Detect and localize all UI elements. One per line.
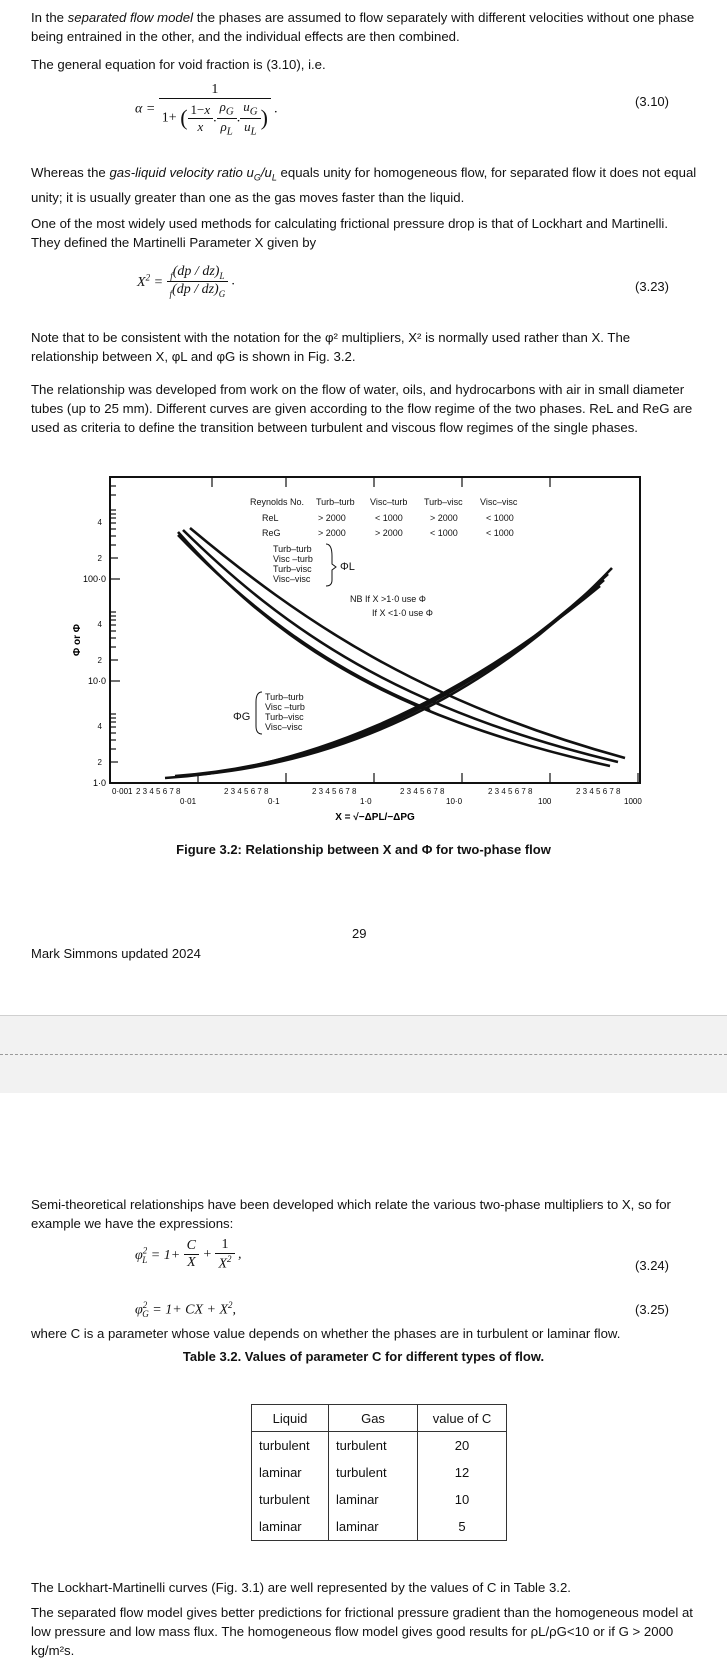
equation-number-3-25: (3.25) — [635, 1302, 669, 1317]
svg-text:Turb–visc: Turb–visc — [265, 712, 304, 722]
table-cell: turbulent — [329, 1432, 418, 1460]
svg-text:2 3 4 5 6 7 8: 2 3 4 5 6 7 8 — [224, 787, 269, 796]
svg-text:2 3 4 5 6 7 8: 2 3 4 5 6 7 8 — [136, 787, 181, 796]
y-axis-label: Φ or Φ — [72, 624, 83, 656]
x-tick-10: 1·0 — [360, 797, 372, 806]
equation-3-10: α = 1 1+ ( $\frac{1-x}{x}$ . $\frac{\rho_G}{\rho_L}$ . $\frac{u_G}{u_L}$ ) . — [135, 82, 278, 138]
y-tick-1: 1·0 — [92, 778, 106, 788]
svg-text:Visc–visc: Visc–visc — [273, 574, 311, 584]
svg-text:If X <1·0 use Φ: If X <1·0 use Φ — [372, 608, 433, 618]
svg-text:2 3 4 5 6 7 8: 2 3 4 5 6 7 8 — [576, 787, 621, 796]
svg-text:ReG: ReG — [262, 528, 281, 538]
svg-text:> 2000: > 2000 — [318, 528, 346, 538]
note-paragraph: Note that to be consistent with the notation for the φ² multipliers, X² is normally used rather than X. The relationship between X, φL and φG is shown in Fig. 3.2. — [31, 330, 631, 364]
svg-text:Turb–turb: Turb–turb — [273, 544, 312, 554]
svg-text:< 1000: < 1000 — [430, 528, 458, 538]
svg-text:2 3 4 5 6 7 8: 2 3 4 5 6 7 8 — [400, 787, 445, 796]
figure-note — [350, 594, 433, 618]
equation-3-25: $\varphi^2_G = 1+$ CX + $X^2$, — [135, 1300, 237, 1320]
x-tick-01: 0·1 — [268, 797, 280, 806]
svg-text:> 2000: > 2000 — [375, 528, 403, 538]
svg-text:ReL: ReL — [262, 513, 279, 523]
table-cell: 12 — [418, 1459, 507, 1486]
svg-text:< 1000: < 1000 — [486, 513, 514, 523]
equation-3-24: $\varphi^2_L = 1+$ $\frac{C}{X}$ + $\frac{1}{X^2}$ , — [135, 1237, 242, 1272]
svg-text:Visc–visc: Visc–visc — [480, 497, 518, 507]
y-tick-100: 100·0 — [82, 574, 106, 584]
lockhart-martinelli-paragraph: One of the most widely used methods for calculating frictional pressure drop is that of Lockhart and Martinelli. They defined the Martinelli Parameter X given by — [31, 216, 668, 250]
x-tick-0001: 0·001 — [112, 787, 133, 796]
svg-text:NB If X >1·0 use Φ: NB If X >1·0 use Φ — [350, 594, 426, 604]
legend-brace-g — [256, 692, 262, 734]
void-fraction-paragraph: The general equation for void fraction is (3.10), i.e. — [31, 57, 326, 72]
equation-number-3-23: (3.23) — [635, 279, 669, 294]
table-cell: 5 — [418, 1513, 507, 1541]
page-footer: Mark Simmons updated 2024 — [31, 946, 201, 961]
table-row — [252, 1459, 507, 1486]
table-cell: laminar — [329, 1513, 418, 1541]
table-cell: turbulent — [252, 1432, 329, 1460]
svg-text:2: 2 — [97, 554, 102, 563]
svg-text:Reynolds No.: Reynolds No. — [250, 497, 305, 507]
svg-text:Visc –turb: Visc –turb — [273, 554, 313, 564]
phi-l-curves — [178, 528, 625, 766]
svg-text:2 3 4 5 6 7 8: 2 3 4 5 6 7 8 — [312, 787, 357, 796]
svg-text:4: 4 — [97, 620, 102, 629]
table-cell: laminar — [329, 1486, 418, 1513]
page-break-line — [0, 1054, 727, 1055]
x-axis-label: X = √−ΔPL/−ΔPG — [335, 812, 415, 823]
table-row — [252, 1432, 507, 1460]
page-number: 29 — [352, 926, 367, 941]
table-header-row — [252, 1405, 507, 1432]
table-cell: 10 — [418, 1486, 507, 1513]
table-caption: Table 3.2. Values of parameter C for different types of flow. — [182, 1349, 545, 1364]
page-2 — [0, 1093, 727, 1663]
table-cell: turbulent — [329, 1459, 418, 1486]
figure-caption: Figure 3.2: Relationship between X and Φ for two-phase flow — [176, 842, 551, 857]
table-header: value of C — [418, 1405, 507, 1432]
table-header: Liquid — [252, 1405, 329, 1432]
table-row — [252, 1486, 507, 1513]
phi-l-curve-labels — [273, 544, 355, 584]
svg-text:Visc –turb: Visc –turb — [265, 702, 305, 712]
x-tick-1000: 100 — [538, 797, 552, 806]
phi-g-curve-labels — [233, 692, 305, 732]
x-axis-minor-labels — [136, 787, 621, 796]
svg-text:> 2000: > 2000 — [318, 513, 346, 523]
y-axis-minor-labels — [98, 518, 103, 767]
table-cell: 20 — [418, 1432, 507, 1460]
y-axis-ticks — [110, 477, 120, 783]
svg-text:4: 4 — [97, 518, 102, 527]
table-row — [252, 1513, 507, 1541]
svg-text:2: 2 — [97, 758, 102, 767]
development-paragraph: The relationship was developed from work on the flow of water, oils, and hydrocarbons with air in small diameter tubes (up to 25 mm). Different curves are given according to the flow regime of the two phases. ReL and ReG are used as criteria to define the transition between turbulent and viscous flow regimes of the single phases. — [31, 382, 693, 435]
svg-text:2: 2 — [97, 656, 102, 665]
svg-text:Visc–visc: Visc–visc — [265, 722, 303, 732]
lockhart-martinelli-figure — [0, 470, 727, 830]
legend-brace — [326, 544, 336, 586]
x-tick-10000: 1000 — [624, 797, 642, 806]
figure-legend — [250, 497, 518, 538]
svg-text:> 2000: > 2000 — [430, 513, 458, 523]
svg-text:< 1000: < 1000 — [375, 513, 403, 523]
svg-text:4: 4 — [97, 722, 102, 731]
svg-text:ΦL: ΦL — [340, 561, 355, 573]
page-separator — [0, 1015, 727, 1095]
svg-text:Turb–turb: Turb–turb — [316, 497, 355, 507]
curves-paragraph: The Lockhart-Martinelli curves (Fig. 3.1) are well represented by the values of C in Table 3.2. — [31, 1580, 571, 1595]
table-cell: laminar — [252, 1513, 329, 1541]
svg-text:Turb–visc: Turb–visc — [424, 497, 463, 507]
table-header: Gas — [329, 1405, 418, 1432]
x-tick-001: 0·01 — [180, 797, 197, 806]
svg-text:ΦG: ΦG — [233, 711, 251, 723]
equation-number-3-24: (3.24) — [635, 1258, 669, 1273]
svg-text:2 3 4 5 6 7 8: 2 3 4 5 6 7 8 — [488, 787, 533, 796]
svg-text:Visc–turb: Visc–turb — [370, 497, 408, 507]
semi-theoretical-paragraph: Semi-theoretical relationships have been developed which relate the various two-phase multipliers to X, so for example we have the expressions: — [31, 1197, 671, 1231]
parameter-c-table — [251, 1404, 507, 1541]
svg-text:Turb–turb: Turb–turb — [265, 692, 304, 702]
equation-number-3-10: (3.10) — [635, 94, 669, 109]
table-cell: turbulent — [252, 1486, 329, 1513]
intro-paragraph: In the separated flow model the phases are assumed to flow separately with different velocities without one phase being entrained in the other, and the individual effects are then combined. — [31, 10, 695, 44]
table-cell: laminar — [252, 1459, 329, 1486]
model-paragraph: The separated flow model gives better predictions for frictional pressure gradient than the homogeneous model at low pressure and low mass flux. The homogeneous flow model gives good results for ρL/ρG<10 or if G > 2000 kg/m²s. — [31, 1605, 693, 1658]
velocity-ratio-paragraph: Whereas the gas-liquid velocity ratio $u_G/u_L$ equals unity for homogeneous flow, for separated flow it does not equal unity; it is usually greater than one as the gas moves faster than the liquid. — [31, 165, 697, 205]
y-tick-10: 10·0 — [87, 676, 106, 686]
x-tick-100: 10·0 — [446, 797, 463, 806]
svg-text:Turb–visc: Turb–visc — [273, 564, 312, 574]
where-paragraph: where C is a parameter whose value depends on whether the phases are in turbulent or laminar flow. — [31, 1326, 621, 1341]
svg-text:< 1000: < 1000 — [486, 528, 514, 538]
equation-3-23: $X^2$ = $\frac{_f(dp / dz)_L}{_f(dp / dz)_G}$ . — [137, 264, 236, 299]
